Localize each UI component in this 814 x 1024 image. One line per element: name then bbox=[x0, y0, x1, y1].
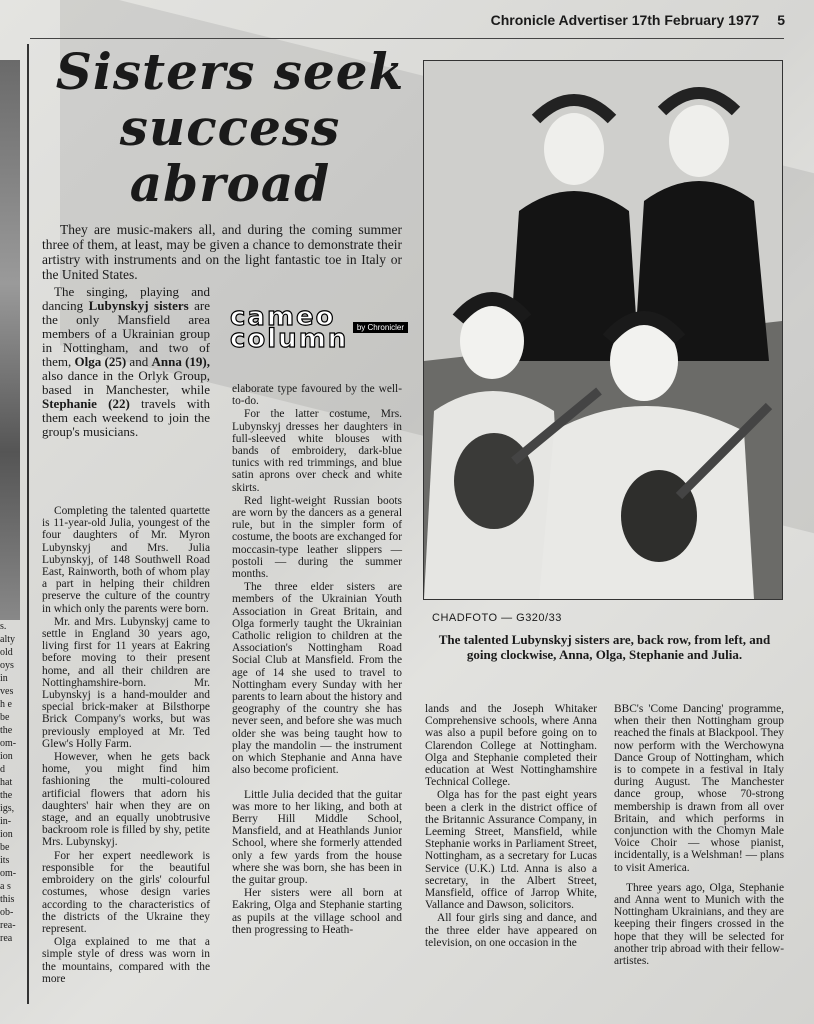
adjacent-text-fragments bbox=[0, 620, 22, 945]
edge-text-fragment: this bbox=[0, 894, 15, 905]
edge-text-fragment: om- bbox=[0, 738, 17, 749]
edge-text-fragment: the bbox=[0, 790, 13, 801]
edge-text-fragment: rea bbox=[0, 933, 13, 944]
edge-text-fragment: old bbox=[0, 647, 13, 658]
page-number: 5 bbox=[777, 12, 785, 28]
paragraph: BBC's 'Come Dancing' programme, when their then Nottingham group reached the finals at Blackpool. They now perform with the Werchowyna Dance Group of Nottingham, which is to compete in a festival in Italy during August. The Manchester dance group, whose 70-strong membership is drawn from all over Britain, and which performs in conjunction with the Chomyn Male Voice Choir — whose pianist, incidentally, is a Welshman! — plans to visit America. bbox=[614, 703, 784, 874]
header-rule bbox=[30, 38, 784, 39]
page-header bbox=[0, 12, 785, 28]
edge-text-fragment: s. bbox=[0, 621, 7, 632]
edge-text-fragment: om- bbox=[0, 868, 17, 879]
article-column-1 bbox=[42, 505, 210, 985]
paragraph: All four girls sing and dance, and the three elder have appeared on television, on one occasion in the bbox=[425, 912, 597, 949]
article-column-4 bbox=[614, 703, 784, 967]
edge-text-fragment: ves bbox=[0, 686, 14, 697]
paragraph: Red light-weight Russian boots are worn by the dancers as a general rule, but in the simpler form of costume, the boots are exchanged for moccasin-type leather slippers — postoli — during the summer months. bbox=[232, 494, 402, 581]
logo-byline: by Chronicler bbox=[353, 322, 408, 333]
adjacent-article-edge bbox=[0, 60, 22, 1024]
paragraph: Little Julia decided that the guitar was more to her liking, and both at Berry Hill Middle School, Mansfield, and at Heathlands Junior School, where she formerly attended only a few yards from the house where she was born, she has been in the guitar group. bbox=[232, 788, 402, 886]
paragraph: Olga explained to me that a simple style of dress was worn in the mountains, compared with the more bbox=[42, 936, 210, 985]
edge-text-fragment: be bbox=[0, 842, 10, 853]
photo-credit: CHADFOTO — G320/33 bbox=[432, 612, 562, 624]
paragraph: Her sisters were all born at Eakring, Olga and Stephanie starting as pupils at the village school and then progressing to Heath- bbox=[232, 887, 402, 936]
edge-text-fragment: ion bbox=[0, 751, 13, 762]
edge-text-fragment: rea- bbox=[0, 920, 16, 931]
paragraph: elaborate type favoured by the well-to-do. bbox=[232, 383, 402, 408]
sisters-photo bbox=[423, 60, 783, 600]
edge-text-fragment: ion bbox=[0, 829, 13, 840]
headline-line: success bbox=[119, 98, 341, 157]
paragraph: The three elder sisters are members of the Ukrainian Youth Association in Great Britain, and Olga formerly taught the Ukrainian Catholic religion to children at the Association's Nottingham Road Social Club at Mansfield. From the age of 14 she used to travel to Nottingham every Sunday with her parents to learn about the history and geography of the country she has never seen, and before she was much older she was being taught how to play the mandolin — the instrument on which Stephanie and Anna have also become proficient. bbox=[232, 581, 402, 777]
edge-text-fragment: igs, bbox=[0, 803, 15, 814]
cameo-column-logo bbox=[230, 302, 408, 358]
paragraph: Three years ago, Olga, Stephanie and Anna went to Munich with the Nottingham Ukrainians, and they are keeping their fingers crossed in the hope that they will be selected for another trip abroad with their fellow-artistes. bbox=[614, 881, 784, 968]
edge-text-fragment: alty bbox=[0, 634, 15, 645]
paragraph: For the latter costume, Mrs. Lubynskyj dresses her daughters in full-sleeved white blouses with bands of embroidery, dark-blue tunics with red trimmings, and blue satin aprons over check and white skirts. bbox=[232, 408, 402, 494]
edge-text-fragment: be bbox=[0, 712, 10, 723]
edge-text-fragment: the bbox=[0, 725, 13, 736]
edge-text-fragment: hat bbox=[0, 777, 13, 788]
edge-text-fragment: d bbox=[0, 764, 5, 775]
edge-text-fragment: oys bbox=[0, 660, 14, 671]
edge-text-fragment: in- bbox=[0, 816, 12, 827]
intro-paragraph: They are music-makers all, and during the coming summer three of them, at least, may be given a chance to demonstrate their artistry with instruments and on the light fantastic toe in Italy or the United States. bbox=[42, 222, 402, 282]
edge-text-fragment: ob- bbox=[0, 907, 14, 918]
edge-text-fragment: h e bbox=[0, 699, 12, 710]
edge-text-fragment: a s bbox=[0, 881, 11, 892]
adjacent-photo-fragment bbox=[0, 60, 20, 620]
logo-word-cameo: cameo bbox=[230, 302, 336, 332]
paragraph: However, when he gets back home, you might find him fashioning the multi-coloured artificial flowers that adorn his daughters' hair when they are on stage, and an equally unobtrusive backroom role is filled by shy, petite Mrs. Lubynskyj. bbox=[42, 751, 210, 849]
paragraph: Olga has for the past eight years been a clerk in the district office of the Britannic Assurance Company, in Leeming Street, Mansfield, while Stephanie works in Parliament Street, Nottingham, as a secretary for Lucas Service (U.K.) Ltd. Anna is also a secretary, in the Albert Street, Mansfield, office of Jarrop White, Vallance and Dawson, solicitors. bbox=[425, 789, 597, 912]
edge-text-fragment: in bbox=[0, 673, 8, 684]
article-column-3 bbox=[425, 703, 597, 949]
paragraph: lands and the Joseph Whitaker Comprehensive schools, where Anna was also a pupil before going on to Clarendon College at Nottingham. Olga and Stephanie completed their education at West Nottinghamshire Technical College. bbox=[425, 703, 597, 789]
paragraph: For her expert needlework is responsible for the beautiful embroidery on the girls' colourful costumes, whose design varies according to the characteristics of the districts of the Ukraine they represent. bbox=[42, 849, 210, 935]
lead-text: The singing, playing and dancing Lubynskyj sisters are the only Mansfield area members of a Ukrainian group in Nottingham, and two of them, Olga (25) and Anna (19), also dance in the Orlyk Group, based in Manchester, while Stephanie (22) travels with them each weekend to join the group's musicians. bbox=[42, 284, 211, 439]
photo-illustration bbox=[424, 61, 782, 599]
paragraph: Mr. and Mrs. Lubynskyj came to settle in England 30 years ago, living first for 11 years at Eakring before moving to their present home, and all their children are Nottinghamshire-born. Mr. Lubynskyj is a hand-moulder and special brick-maker at Bilsthorpe Brick Company's works, but was previously employed at Mr. Ted Glew's Holly Farm. bbox=[42, 615, 210, 750]
headline-line: abroad bbox=[129, 154, 331, 213]
lead-paragraph bbox=[42, 285, 210, 439]
edge-text-fragment: its bbox=[0, 855, 10, 866]
column-divider bbox=[27, 44, 29, 1004]
photo-caption: The talented Lubynskyj sisters are, back row, from left, and going clockwise, Anna, Olga, Stephanie and Julia. bbox=[438, 632, 771, 662]
headline-line: Sisters seek bbox=[55, 42, 405, 101]
article-column-2 bbox=[232, 383, 402, 936]
paragraph: Completing the talented quartette is 11-year-old Julia, youngest of the four daughters of Mr. Myron Lubynskyj and Mrs. Julia Lubynskyj, of 148 Southwell Road East, Rainworth, both of whom play a part in helping their children preserve the culture of the country in which only the parents were born. bbox=[42, 505, 210, 615]
headline bbox=[40, 44, 420, 212]
publication-line: Chronicle Advertiser 17th February 1977 bbox=[490, 12, 760, 28]
logo-word-column: column bbox=[230, 324, 349, 354]
